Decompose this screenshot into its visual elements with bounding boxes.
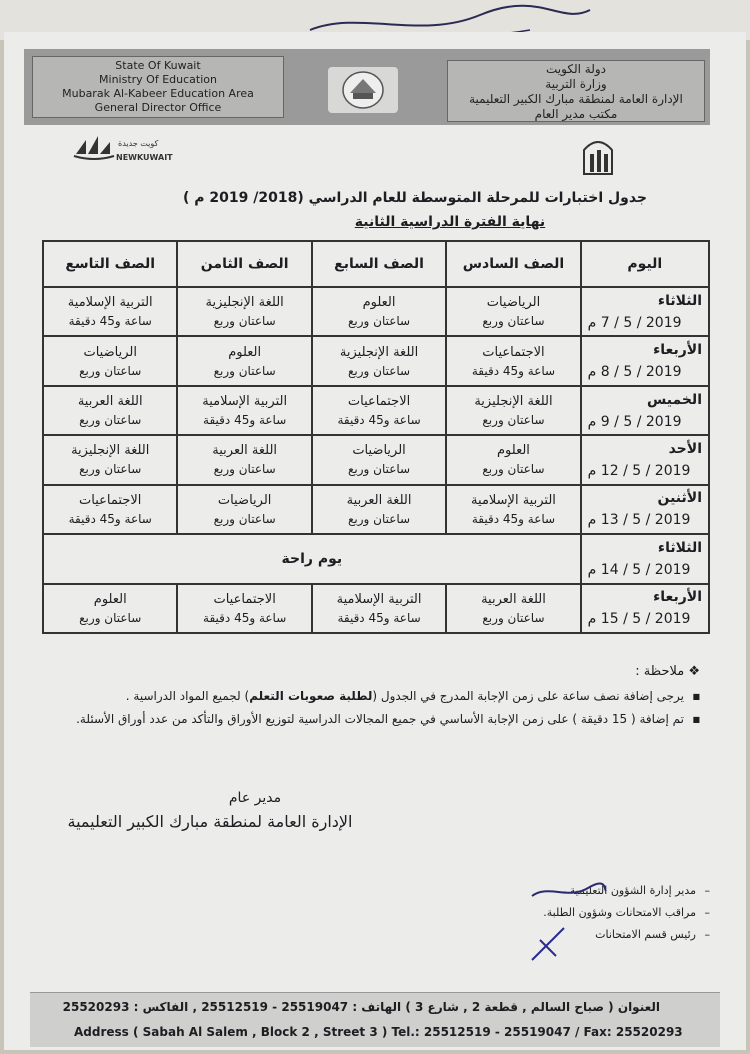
day-cell: [581, 386, 709, 435]
day-cell: [581, 435, 709, 484]
subject-name: اللغة العربية: [77, 394, 143, 410]
day-cell: [581, 336, 709, 385]
subject-name: اللغة العربية: [212, 443, 278, 459]
exam-cell: [312, 485, 446, 534]
exam-duration: ساعتان وربع: [482, 314, 545, 329]
subject-name: التربية الإسلامية: [471, 492, 556, 508]
exam-duration: ساعتان وربع: [213, 511, 276, 526]
exam-duration: ساعتان وربع: [482, 462, 545, 477]
exam-cell: [177, 386, 311, 435]
header-line: Ministry Of Education: [99, 73, 217, 86]
note-text-tail: ) لجميع المواد الدراسية .: [125, 689, 250, 703]
svg-text:كويت جديدة: كويت جديدة: [118, 139, 159, 148]
day-name: الثلاثاء: [657, 292, 702, 309]
subject-name: الرياضيات: [486, 295, 541, 311]
note-emphasis: لطلبة صعوبات التعلم: [249, 689, 373, 703]
header-line: وزارة التربية: [545, 77, 607, 91]
letterhead-arabic: [447, 60, 705, 122]
subject-name: اللغة الإنجليزية: [339, 344, 419, 360]
column-header: اليوم: [581, 241, 709, 287]
subject-name: التربية الإسلامية: [202, 394, 288, 410]
subject-name: الرياضيات: [352, 443, 406, 459]
cc-item: – مدير إدارة الشؤون التعليمية: [380, 880, 710, 902]
exam-cell: [446, 584, 580, 633]
exam-duration: ساعتان وربع: [213, 462, 276, 477]
day-date: 2019 / 5 / 12 م: [587, 462, 691, 479]
subject-name: الرياضيات: [83, 344, 137, 360]
signatory-title: مدير عام: [228, 790, 282, 806]
exam-duration: ساعتان وربع: [213, 314, 276, 329]
exam-cell: [43, 336, 177, 385]
exam-cell: [446, 485, 580, 534]
exam-duration: ساعتان وربع: [482, 413, 545, 428]
exam-cell: [177, 336, 311, 385]
subject-name: الاجتماعيات: [79, 492, 142, 508]
exam-cell: [446, 287, 580, 336]
exam-duration: ساعتان وربع: [79, 610, 142, 625]
subject-name: اللغة الإنجليزية: [474, 394, 553, 410]
exam-duration: ساعة و45 دقيقة: [203, 610, 287, 625]
exam-duration: ساعة و45 دقيقة: [471, 363, 556, 378]
exam-cell: [177, 584, 311, 633]
exam-duration: ساعة و45 دقيقة: [337, 413, 421, 428]
exam-cell: [312, 336, 446, 385]
subject-name: الاجتماعيات: [347, 394, 411, 410]
day-date: 2019 / 5 / 14 م: [587, 561, 691, 578]
note-item: [60, 711, 700, 728]
exam-duration: ساعتان وربع: [482, 610, 545, 625]
day-cell: [581, 287, 709, 336]
exam-cell: [446, 435, 580, 484]
cc-item: – مراقب الامتحانات وشؤون الطلبة.: [380, 902, 710, 924]
exam-duration: ساعتان وربع: [79, 363, 142, 378]
header-line: مكتب مدير العام: [534, 107, 618, 121]
note-item: [60, 688, 700, 705]
exam-duration: ساعة و45 دقيقة: [337, 610, 421, 625]
exam-cell: [43, 386, 177, 435]
day-cell: [581, 534, 709, 583]
column-header: الصف التاسع: [43, 241, 177, 287]
notes-heading: ❖ ملاحظة :: [635, 664, 700, 679]
exam-cell: [446, 336, 580, 385]
header-line: General Director Office: [94, 101, 222, 114]
exam-cell: [312, 584, 446, 633]
ministry-logo-icon: [578, 130, 618, 182]
subject-name: الرياضيات: [217, 492, 272, 508]
exam-cell: [43, 584, 177, 633]
exam-cell: [177, 435, 311, 484]
subject-name: العلوم: [497, 443, 530, 459]
day-name: الأثنين: [657, 490, 702, 507]
exam-duration: ساعتان وربع: [79, 462, 142, 477]
table-row: [43, 287, 709, 336]
day-cell: [581, 584, 709, 633]
subject-name: اللغة العربية: [481, 591, 546, 607]
subject-name: التربية الإسلامية: [67, 295, 153, 311]
day-date: 2019 / 5 / 7 م: [587, 314, 682, 331]
document-title: جدول اختبارات للمرحلة المتوسطة للعام الدراسي (2018/ 2019 م ): [182, 190, 648, 206]
subject-name: العلوم: [228, 344, 262, 360]
exam-cell: [312, 287, 446, 336]
table-row: [43, 584, 709, 633]
exam-duration: ساعة و45 دقيقة: [68, 511, 152, 526]
exam-cell: [43, 287, 177, 336]
header-line: دولة الكويت: [546, 62, 606, 76]
note-text: تم إضافة ( 15 دقيقة ) على زمن الإجابة الأساسي في جميع المجالات الدراسية لتوزيع الأوراق والتأكد من عدد أوراق الأسئلة.: [76, 712, 684, 726]
subject-name: التربية الإسلامية: [336, 591, 422, 607]
subject-name: الاجتماعيات: [213, 591, 276, 607]
subject-name: اللغة العربية: [346, 492, 412, 508]
exam-cell: [177, 287, 311, 336]
day-name: الأربعاء: [653, 589, 702, 606]
header-line: State Of Kuwait: [115, 59, 201, 72]
cc-item: – رئيس قسم الامتحانات: [380, 924, 710, 946]
day-name: الأحد: [668, 440, 702, 457]
subject-name: اللغة الإنجليزية: [71, 443, 150, 459]
exam-duration: ساعة و45 دقيقة: [68, 314, 152, 329]
notes-list: [60, 688, 700, 734]
table-row: [43, 534, 709, 583]
subject-name: الاجتماعيات: [482, 344, 545, 360]
day-name: الأربعاء: [653, 342, 702, 359]
day-date: 2019 / 5 / 8 م: [587, 364, 682, 381]
subject-name: العلوم: [93, 591, 127, 607]
header-line: Mubarak Al-Kabeer Education Area: [62, 87, 254, 100]
document-subtitle: نهاية الفترة الدراسية الثانية: [354, 214, 546, 230]
day-date: 2019 / 5 / 15 م: [587, 611, 691, 628]
day-date: 2019 / 5 / 9 م: [587, 413, 682, 430]
column-header: الصف السابع: [312, 241, 446, 287]
note-text: يرجى إضافة نصف ساعة على زمن الإجابة المدرج في الجدول (: [372, 689, 684, 703]
kuwait-emblem-icon: [328, 67, 398, 113]
exam-duration: ساعتان وربع: [348, 462, 411, 477]
exam-cell: [43, 485, 177, 534]
table-row: [43, 336, 709, 385]
letterhead-english: [32, 56, 284, 118]
table-row: [43, 485, 709, 534]
day-name: الثلاثاء: [657, 539, 702, 556]
exam-duration: ساعتان وربع: [348, 314, 411, 329]
exam-duration: ساعة و45 دقيقة: [203, 413, 287, 428]
exam-duration: ساعتان وربع: [348, 511, 411, 526]
signatory-organization: الإدارة العامة لمنطقة مبارك الكبير التعليمية: [67, 812, 353, 831]
exam-duration: ساعتان وربع: [79, 413, 142, 428]
column-header: الصف السادس: [446, 241, 580, 287]
exam-cell: [312, 435, 446, 484]
table-row: [43, 386, 709, 435]
exam-duration: ساعتان وربع: [348, 363, 411, 378]
subject-name: العلوم: [362, 295, 396, 311]
new-kuwait-logo-icon: [72, 132, 173, 166]
footer-address-english: Address ( Sabah Al Salem , Block 2 , Street 3 ) Tel.: 25512519 - 25519047 / Fax: 25520293: [74, 1025, 683, 1039]
handwritten-check-icon: [528, 926, 568, 962]
table-header-row: [43, 241, 709, 287]
exam-cell: [177, 485, 311, 534]
day-cell: [581, 485, 709, 534]
exam-cell: [43, 435, 177, 484]
header-line: الإدارة العامة لمنطقة مبارك الكبير التعليمية: [469, 92, 683, 106]
exam-cell: [446, 386, 580, 435]
exam-duration: ساعتان وربع: [213, 363, 276, 378]
svg-text:NEWKUWAIT: NEWKUWAIT: [116, 153, 173, 162]
rest-day-cell: يوم راحة: [43, 534, 581, 583]
subject-name: اللغة الإنجليزية: [205, 295, 284, 311]
column-header: الصف الثامن: [177, 241, 311, 287]
handwritten-mark-icon: [528, 882, 608, 902]
day-name: الخميس: [646, 391, 702, 408]
exam-schedule-table: [42, 240, 710, 634]
table-row: [43, 435, 709, 484]
exam-duration: ساعة و45 دقيقة: [471, 511, 556, 526]
exam-cell: [312, 386, 446, 435]
day-date: 2019 / 5 / 13 م: [587, 512, 691, 529]
footer-address-arabic: العنوان ( صباح السالم , قطعة 2 , شارع 3 ) الهاتف : 25519047 - 25512519 , الفاكس : 25520293: [62, 1000, 660, 1014]
